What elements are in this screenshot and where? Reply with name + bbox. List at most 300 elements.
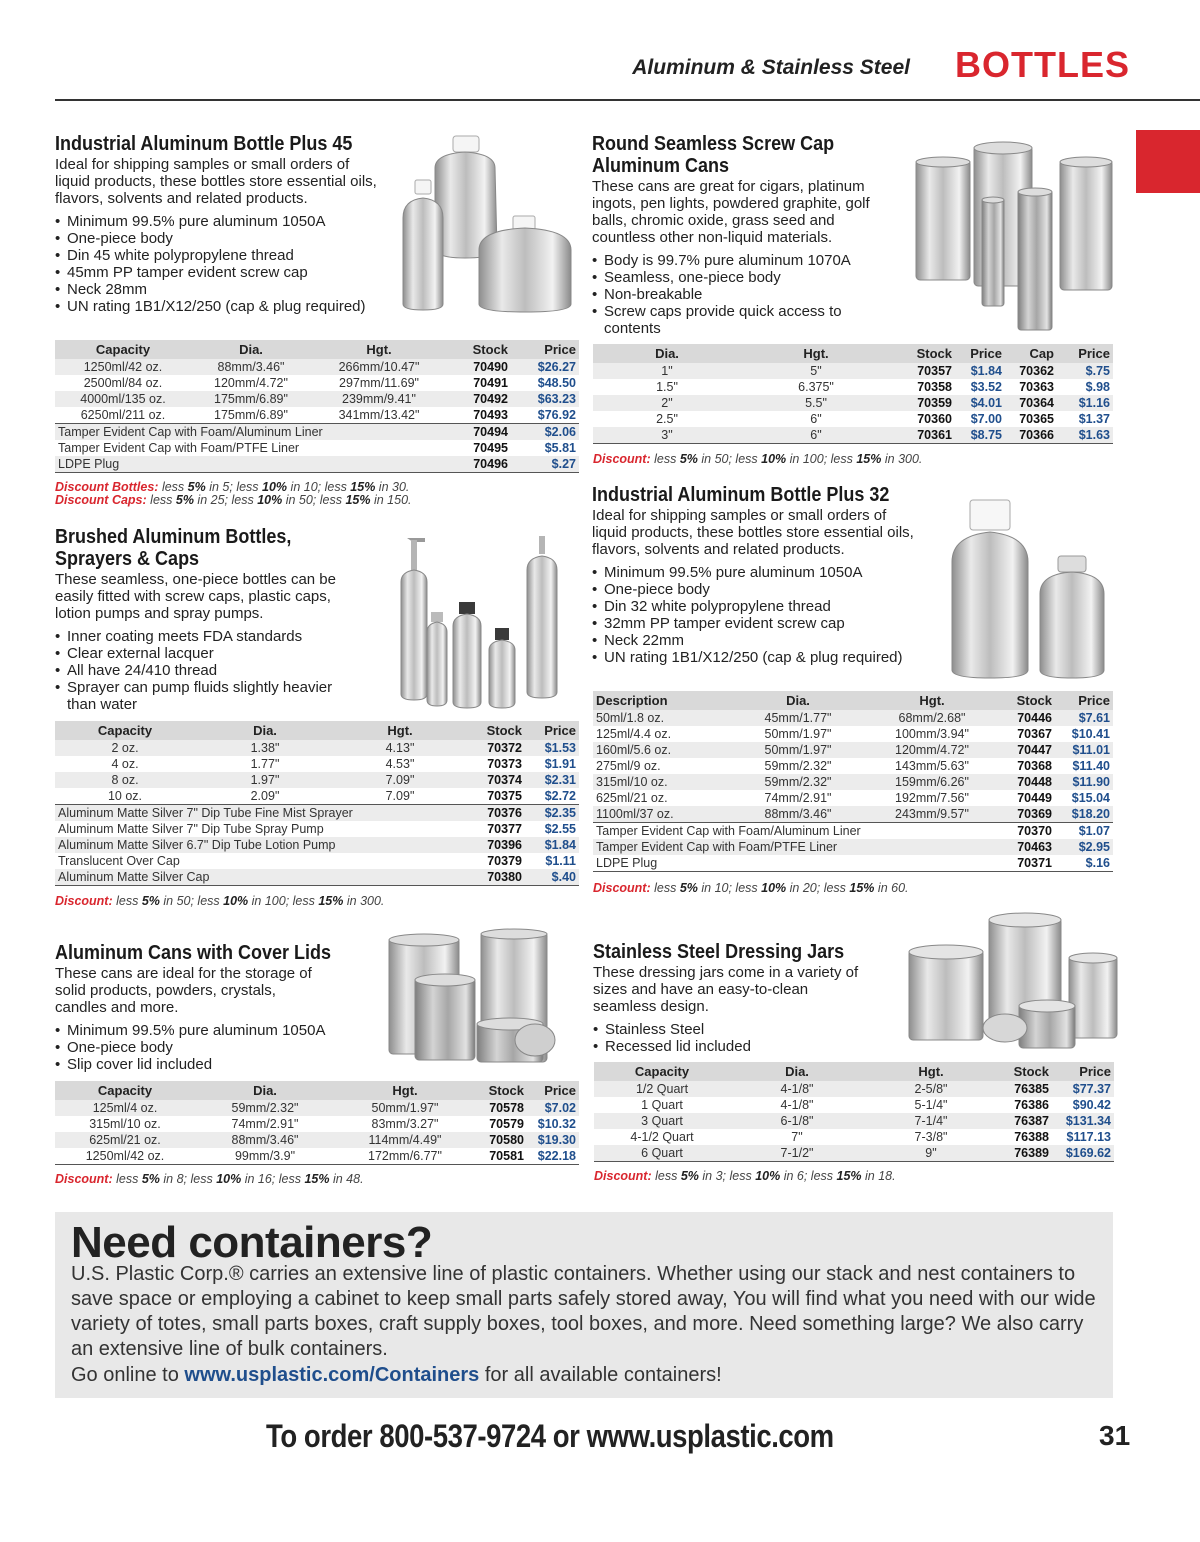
cell-dia: 50mm/1.97" xyxy=(729,742,867,758)
col-header: Hgt. xyxy=(864,1062,998,1081)
accessory-row xyxy=(55,821,579,837)
col-header: Hgt. xyxy=(335,1081,475,1100)
cell-price: $22.18 xyxy=(527,1148,579,1165)
cell-description: 315ml/10 oz. xyxy=(593,774,729,790)
cell-description: 125ml/4.4 oz. xyxy=(593,726,729,742)
cell-capacity: 1 Quart xyxy=(594,1097,730,1113)
col-header: Hgt. xyxy=(311,340,447,359)
cell-hgt: 120mm/4.72" xyxy=(867,742,997,758)
cell-stock: 70376 xyxy=(465,805,525,822)
cell-price: $10.41 xyxy=(1055,726,1113,742)
cell-dia: 45mm/1.77" xyxy=(729,710,867,726)
discount-bottles-note: Discount Bottles: less 5% in 5; less 10% in 10; less 15% in 30. xyxy=(55,480,410,494)
feature-item: • Recessed lid included xyxy=(593,1038,893,1055)
section-title: Industrial Aluminum Bottle Plus 32 xyxy=(592,484,890,506)
table-row xyxy=(55,391,579,407)
cell-description: 275ml/9 oz. xyxy=(593,758,729,774)
cell-stock: 70463 xyxy=(997,839,1055,855)
cell-stock: 70373 xyxy=(465,756,525,772)
cell-hgt: 297mm/11.69" xyxy=(311,375,447,391)
section-title: Aluminum Cans with Cover Lids xyxy=(55,942,332,964)
cell-price: $11.01 xyxy=(1055,742,1113,758)
cell-price: $48.50 xyxy=(511,375,579,391)
cell-hgt: 6" xyxy=(741,427,891,444)
cell-stock: 70396 xyxy=(465,837,525,853)
cell-description: 625ml/21 oz. xyxy=(593,790,729,806)
cell-hgt: 7.09" xyxy=(335,772,465,788)
col-header: Capacity xyxy=(55,340,191,359)
feature-item: • 32mm PP tamper evident screw cap xyxy=(592,615,937,632)
cell-dia: 4-1/8" xyxy=(730,1081,864,1097)
cell-description: Tamper Evident Cap with Foam/Aluminum Liner xyxy=(593,823,997,840)
cell-price: $1.84 xyxy=(955,363,1005,379)
table-row xyxy=(593,379,1113,395)
cell-stock: 70372 xyxy=(465,740,525,756)
cell-hgt: 4.13" xyxy=(335,740,465,756)
feature-item: • Screw caps provide quick access to contents xyxy=(592,303,892,337)
cell-price: $5.81 xyxy=(511,440,579,456)
cell-cap-price: $.98 xyxy=(1057,379,1113,395)
feature-list xyxy=(593,1021,893,1055)
table-row xyxy=(593,710,1113,726)
feature-item: • One-piece body xyxy=(55,1039,385,1056)
cell-stock: 70490 xyxy=(447,359,511,375)
dressing-jars-image xyxy=(905,910,1120,1060)
cell-cap-price: $1.37 xyxy=(1057,411,1113,427)
cell-price: $1.91 xyxy=(525,756,579,772)
cell-price: $.27 xyxy=(511,456,579,473)
section-description: Ideal for shipping samples or small orders of liquid products, these bottles store essential oils, flavors, solvents and related products. xyxy=(592,507,914,558)
cell-price: $2.95 xyxy=(1055,839,1113,855)
cell-stock: 70492 xyxy=(447,391,511,407)
cell-hgt: 4.53" xyxy=(335,756,465,772)
cell-dia: 3" xyxy=(593,427,741,444)
cell-dia: 1.97" xyxy=(195,772,335,788)
cell-dia: 1.5" xyxy=(593,379,741,395)
cell-hgt: 192mm/7.56" xyxy=(867,790,997,806)
screw-cap-cans-table xyxy=(593,344,1113,444)
cell-dia: 99mm/3.9" xyxy=(195,1148,335,1165)
cell-price: $11.90 xyxy=(1055,774,1113,790)
cell-hgt: 114mm/4.49" xyxy=(335,1132,475,1148)
table-row xyxy=(55,1116,579,1132)
table-row xyxy=(55,1100,579,1116)
feature-list xyxy=(55,628,365,713)
cell-dia: 2" xyxy=(593,395,741,411)
cell-price: $169.62 xyxy=(1052,1145,1114,1162)
cell-hgt: 6" xyxy=(741,411,891,427)
col-header: Price xyxy=(1055,691,1113,710)
accessory-row xyxy=(593,823,1113,840)
col-header: Dia. xyxy=(593,344,741,363)
cell-hgt: 5" xyxy=(741,363,891,379)
col-header: Capacity xyxy=(55,1081,195,1100)
cell-stock: 76387 xyxy=(998,1113,1052,1129)
table-row xyxy=(593,363,1113,379)
promo-line-prefix: Go online to xyxy=(71,1364,185,1386)
table-row xyxy=(55,407,579,424)
cell-cap-price: $.75 xyxy=(1057,363,1113,379)
accessory-row xyxy=(55,456,579,473)
discount-note: Discount: less 5% in 50; less 10% in 100; less 15% in 300. xyxy=(593,452,923,466)
section-title: Brushed Aluminum Bottles, xyxy=(55,526,292,548)
section-tab-marker xyxy=(1136,130,1200,193)
col-header: Hgt. xyxy=(867,691,997,710)
cell-capacity: 125ml/4 oz. xyxy=(55,1100,195,1116)
cell-dia: 4-1/8" xyxy=(730,1097,864,1113)
cell-stock: 70370 xyxy=(997,823,1055,840)
section-bottle-plus-45 xyxy=(55,133,395,315)
feature-item: • Sprayer can pump fluids slightly heavier than water xyxy=(55,679,365,713)
dressing-jars-table xyxy=(594,1062,1114,1162)
section-cans-cover-lids xyxy=(55,942,385,1073)
cell-hgt: 243mm/9.57" xyxy=(867,806,997,823)
cell-price: $1.11 xyxy=(525,853,579,869)
section-title-line2: Sprayers & Caps xyxy=(55,548,200,570)
cell-stock: 70380 xyxy=(465,869,525,886)
table-row xyxy=(594,1129,1114,1145)
col-header: Stock xyxy=(998,1062,1052,1081)
aluminum-bottles-45-image xyxy=(395,128,580,313)
table-row xyxy=(55,788,579,805)
cell-capacity: 4-1/2 Quart xyxy=(594,1129,730,1145)
cell-hgt: 159mm/6.26" xyxy=(867,774,997,790)
table-row xyxy=(593,806,1113,823)
cell-stock: 70361 xyxy=(891,427,955,444)
table-row xyxy=(593,742,1113,758)
cell-stock: 76385 xyxy=(998,1081,1052,1097)
feature-item: • Din 45 white polypropylene thread xyxy=(55,247,395,264)
cell-stock: 70491 xyxy=(447,375,511,391)
promo-link-line xyxy=(71,1364,722,1387)
section-screw-cap-cans xyxy=(592,133,902,337)
cell-price: $15.04 xyxy=(1055,790,1113,806)
cell-capacity: 1/2 Quart xyxy=(594,1081,730,1097)
cell-dia: 59mm/2.32" xyxy=(729,774,867,790)
cell-description: LDPE Plug xyxy=(55,456,447,473)
section-description: These seamless, one-piece bottles can be easily fitted with screw caps, plastic caps, lotion pumps and spray pumps. xyxy=(55,571,336,622)
cell-dia: 88mm/3.46" xyxy=(729,806,867,823)
col-header: Price xyxy=(1057,344,1113,363)
section-bottle-plus-32 xyxy=(592,484,937,666)
col-header: Dia. xyxy=(195,1081,335,1100)
cell-stock: 76386 xyxy=(998,1097,1052,1113)
col-header: Price xyxy=(525,721,579,740)
cell-price: $10.32 xyxy=(527,1116,579,1132)
table-row xyxy=(593,774,1113,790)
cell-cap: 70366 xyxy=(1005,427,1057,444)
table-row xyxy=(594,1097,1114,1113)
accessory-row xyxy=(593,839,1113,855)
cell-dia: 1" xyxy=(593,363,741,379)
accessory-row xyxy=(55,869,579,886)
table-row xyxy=(55,1132,579,1148)
cell-cap-price: $1.16 xyxy=(1057,395,1113,411)
cell-price: $7.61 xyxy=(1055,710,1113,726)
col-header: Stock xyxy=(997,691,1055,710)
cell-stock: 70580 xyxy=(475,1132,527,1148)
cell-dia: 120mm/4.72" xyxy=(191,375,311,391)
feature-item: • Non-breakable xyxy=(592,286,892,303)
cell-stock: 70579 xyxy=(475,1116,527,1132)
cell-capacity: 2500ml/84 oz. xyxy=(55,375,191,391)
page-header xyxy=(0,0,1200,100)
cell-hgt: 50mm/1.97" xyxy=(335,1100,475,1116)
cell-stock: 70578 xyxy=(475,1100,527,1116)
section-title: Round Seamless Screw Cap xyxy=(592,133,835,155)
table-row xyxy=(593,758,1113,774)
cell-description: Aluminum Matte Silver 6.7" Dip Tube Lotion Pump xyxy=(55,837,465,853)
cell-stock: 70448 xyxy=(997,774,1055,790)
cell-price: $2.55 xyxy=(525,821,579,837)
table-row xyxy=(55,756,579,772)
col-header: Dia. xyxy=(195,721,335,740)
cell-stock: 70379 xyxy=(465,853,525,869)
cell-dia: 74mm/2.91" xyxy=(195,1116,335,1132)
col-header: Stock xyxy=(891,344,955,363)
table-row xyxy=(55,359,579,375)
cell-stock: 70359 xyxy=(891,395,955,411)
cell-dia: 88mm/3.46" xyxy=(195,1132,335,1148)
col-header: Capacity xyxy=(594,1062,730,1081)
cell-capacity: 1250ml/42 oz. xyxy=(55,359,191,375)
table-row xyxy=(594,1113,1114,1129)
cell-price: $1.84 xyxy=(525,837,579,853)
accessory-row xyxy=(55,853,579,869)
cell-price: $76.92 xyxy=(511,407,579,424)
col-header: Price xyxy=(511,340,579,359)
cell-capacity: 8 oz. xyxy=(55,772,195,788)
cell-hgt: 341mm/13.42" xyxy=(311,407,447,424)
cell-hgt: 100mm/3.94" xyxy=(867,726,997,742)
cell-price: $117.13 xyxy=(1052,1129,1114,1145)
cell-capacity: 1250ml/42 oz. xyxy=(55,1148,195,1165)
page-number: 31 xyxy=(1099,1420,1131,1451)
col-header: Stock xyxy=(475,1081,527,1100)
accessory-row xyxy=(55,837,579,853)
cell-description: Aluminum Matte Silver 7" Dip Tube Spray Pump xyxy=(55,821,465,837)
feature-item: • Minimum 99.5% pure aluminum 1050A xyxy=(55,1022,385,1039)
cell-price: $90.42 xyxy=(1052,1097,1114,1113)
cell-stock: 70358 xyxy=(891,379,955,395)
cell-description: Aluminum Matte Silver 7" Dip Tube Fine Mist Sprayer xyxy=(55,805,465,822)
col-header: Capacity xyxy=(55,721,195,740)
cell-dia: 7-1/2" xyxy=(730,1145,864,1162)
cans-cover-lids-image xyxy=(385,928,575,1073)
cell-description: 50ml/1.8 oz. xyxy=(593,710,729,726)
cell-hgt: 68mm/2.68" xyxy=(867,710,997,726)
table-row xyxy=(593,790,1113,806)
cell-price: $.16 xyxy=(1055,855,1113,872)
col-header: Cap xyxy=(1005,344,1057,363)
cell-hgt: 2-5/8" xyxy=(864,1081,998,1097)
section-description: These dressing jars come in a variety of sizes and have an easy-to-clean seamless design. xyxy=(593,964,859,1015)
cell-price: $18.20 xyxy=(1055,806,1113,823)
cell-price: $3.52 xyxy=(955,379,1005,395)
bottle-45-table xyxy=(55,340,579,473)
cell-description: LDPE Plug xyxy=(593,855,997,872)
section-brushed-bottles xyxy=(55,526,385,713)
bottle-32-table xyxy=(593,691,1113,872)
cell-hgt: 7.09" xyxy=(335,788,465,805)
table-row xyxy=(594,1145,1114,1162)
cell-cap-price: $1.63 xyxy=(1057,427,1113,444)
accessory-row xyxy=(593,855,1113,872)
cell-dia: 6-1/8" xyxy=(730,1113,864,1129)
cell-price: $63.23 xyxy=(511,391,579,407)
cell-capacity: 2 oz. xyxy=(55,740,195,756)
col-header: Price xyxy=(1052,1062,1114,1081)
section-dressing-jars xyxy=(593,941,893,1055)
header-title: BOTTLES xyxy=(955,44,1130,85)
cell-dia: 1.38" xyxy=(195,740,335,756)
cell-hgt: 239mm/9.41" xyxy=(311,391,447,407)
promo-body: U.S. Plastic Corp.® carries an extensive line of plastic containers. Whether using our stack and nest containers to save space or employing a cabinet to keep small parts safely stored away, You will find what you need with our wide variety of totes, small parts boxes, craft supply boxes, tool boxes, and more. Need something large? We also carry an extensive line of bulk containers. xyxy=(71,1263,1096,1360)
cell-stock: 70375 xyxy=(465,788,525,805)
cell-description: Tamper Evident Cap with Foam/Aluminum Liner xyxy=(55,424,447,441)
cell-capacity: 10 oz. xyxy=(55,788,195,805)
feature-list xyxy=(592,252,892,337)
feature-item: • Clear external lacquer xyxy=(55,645,365,662)
cell-dia: 88mm/3.46" xyxy=(191,359,311,375)
screw-cap-cans-image xyxy=(910,138,1120,338)
table-row xyxy=(55,1148,579,1165)
cell-stock: 76389 xyxy=(998,1145,1052,1162)
cell-hgt: 6.375" xyxy=(741,379,891,395)
cell-price: $77.37 xyxy=(1052,1081,1114,1097)
feature-item: • Neck 28mm xyxy=(55,281,395,298)
cell-price: $2.31 xyxy=(525,772,579,788)
feature-item: • UN rating 1B1/X12/250 (cap & plug required) xyxy=(592,649,937,666)
brushed-bottles-table xyxy=(55,721,579,886)
aluminum-bottles-32-image xyxy=(940,492,1120,682)
cell-stock: 70449 xyxy=(997,790,1055,806)
section-title: Industrial Aluminum Bottle Plus 45 xyxy=(55,133,353,155)
cell-stock: 70446 xyxy=(997,710,1055,726)
header-rule xyxy=(55,99,1200,101)
col-header: Price xyxy=(955,344,1005,363)
feature-list xyxy=(592,564,937,666)
cell-hgt: 9" xyxy=(864,1145,998,1162)
order-footer: To order 800-537-9724 or www.usplastic.com xyxy=(266,1418,834,1454)
col-header: Description xyxy=(593,691,729,710)
cell-stock: 70377 xyxy=(465,821,525,837)
cell-stock: 70367 xyxy=(997,726,1055,742)
cell-price: $4.01 xyxy=(955,395,1005,411)
brushed-bottles-image xyxy=(385,532,575,712)
feature-item: • Inner coating meets FDA standards xyxy=(55,628,365,645)
cell-stock: 70494 xyxy=(447,424,511,441)
cell-capacity: 3 Quart xyxy=(594,1113,730,1129)
cell-price: $1.07 xyxy=(1055,823,1113,840)
cell-stock: 70374 xyxy=(465,772,525,788)
feature-item: • Minimum 99.5% pure aluminum 1050A xyxy=(592,564,937,581)
cell-stock: 70581 xyxy=(475,1148,527,1165)
feature-item: • Minimum 99.5% pure aluminum 1050A xyxy=(55,213,395,230)
col-header: Dia. xyxy=(729,691,867,710)
containers-link[interactable]: www.usplastic.com/Containers xyxy=(184,1364,480,1386)
col-header: Stock xyxy=(465,721,525,740)
table-row xyxy=(593,726,1113,742)
accessory-row xyxy=(55,440,579,456)
cell-stock: 70357 xyxy=(891,363,955,379)
table-row xyxy=(593,427,1113,444)
cell-hgt: 5-1/4" xyxy=(864,1097,998,1113)
feature-item: • Stainless Steel xyxy=(593,1021,893,1038)
cell-stock: 70360 xyxy=(891,411,955,427)
table-row xyxy=(593,395,1113,411)
cell-cap: 70364 xyxy=(1005,395,1057,411)
cell-stock: 70368 xyxy=(997,758,1055,774)
cell-hgt: 5.5" xyxy=(741,395,891,411)
cell-dia: 50mm/1.97" xyxy=(729,726,867,742)
cell-capacity: 4 oz. xyxy=(55,756,195,772)
col-header: Hgt. xyxy=(335,721,465,740)
discount-note: Discount: less 5% in 10; less 10% in 20; less 15% in 60. xyxy=(593,881,909,895)
cell-description: Aluminum Matte Silver Cap xyxy=(55,869,465,886)
cell-stock: 70493 xyxy=(447,407,511,424)
cell-capacity: 625ml/21 oz. xyxy=(55,1132,195,1148)
cell-dia: 74mm/2.91" xyxy=(729,790,867,806)
cell-dia: 175mm/6.89" xyxy=(191,391,311,407)
cell-stock: 70369 xyxy=(997,806,1055,823)
cell-hgt: 143mm/5.63" xyxy=(867,758,997,774)
col-header: Dia. xyxy=(191,340,311,359)
cell-hgt: 7-3/8" xyxy=(864,1129,998,1145)
cell-hgt: 83mm/3.27" xyxy=(335,1116,475,1132)
feature-item: • One-piece body xyxy=(592,581,937,598)
cell-dia: 59mm/2.32" xyxy=(195,1100,335,1116)
cell-dia: 1.77" xyxy=(195,756,335,772)
discount-note: Discount: less 5% in 8; less 10% in 16; less 15% in 48. xyxy=(55,1172,364,1186)
cell-dia: 2.5" xyxy=(593,411,741,427)
cell-description: Tamper Evident Cap with Foam/PTFE Liner xyxy=(55,440,447,456)
cell-dia: 2.09" xyxy=(195,788,335,805)
discount-note: Discount: less 5% in 3; less 10% in 6; less 15% in 18. xyxy=(594,1169,896,1183)
table-row xyxy=(594,1081,1114,1097)
cell-stock: 76388 xyxy=(998,1129,1052,1145)
table-row xyxy=(55,375,579,391)
promo-title: Need containers? xyxy=(71,1218,433,1267)
table-row xyxy=(55,740,579,756)
section-description: These cans are great for cigars, platinum ingots, pen lights, powdered graphite, golf balls, chromic oxide, grass seed and countless other non-liquid materials. xyxy=(592,178,870,246)
table-row xyxy=(593,411,1113,427)
cell-description: Tamper Evident Cap with Foam/PTFE Liner xyxy=(593,839,997,855)
feature-item: • UN rating 1B1/X12/250 (cap & plug required) xyxy=(55,298,395,315)
feature-list xyxy=(55,1022,385,1073)
cell-cap: 70362 xyxy=(1005,363,1057,379)
cell-cap: 70365 xyxy=(1005,411,1057,427)
promo-box xyxy=(55,1212,1113,1398)
section-title: Stainless Steel Dressing Jars xyxy=(593,941,845,963)
feature-item: • One-piece body xyxy=(55,230,395,247)
discount-caps-note: Discount Caps: less 5% in 25; less 10% in 50; less 15% in 150. xyxy=(55,493,412,507)
cell-price: $131.34 xyxy=(1052,1113,1114,1129)
cell-price: $2.06 xyxy=(511,424,579,441)
cell-price: $2.35 xyxy=(525,805,579,822)
cell-price: $.40 xyxy=(525,869,579,886)
cell-price: $19.30 xyxy=(527,1132,579,1148)
cell-price: $8.75 xyxy=(955,427,1005,444)
cell-stock: 70447 xyxy=(997,742,1055,758)
cell-price: $26.27 xyxy=(511,359,579,375)
cell-dia: 59mm/2.32" xyxy=(729,758,867,774)
cell-capacity: 6250ml/211 oz. xyxy=(55,407,191,424)
header-subtitle: Aluminum & Stainless Steel xyxy=(632,56,910,79)
feature-list xyxy=(55,213,395,315)
cell-hgt: 266mm/10.47" xyxy=(311,359,447,375)
cell-capacity: 315ml/10 oz. xyxy=(55,1116,195,1132)
